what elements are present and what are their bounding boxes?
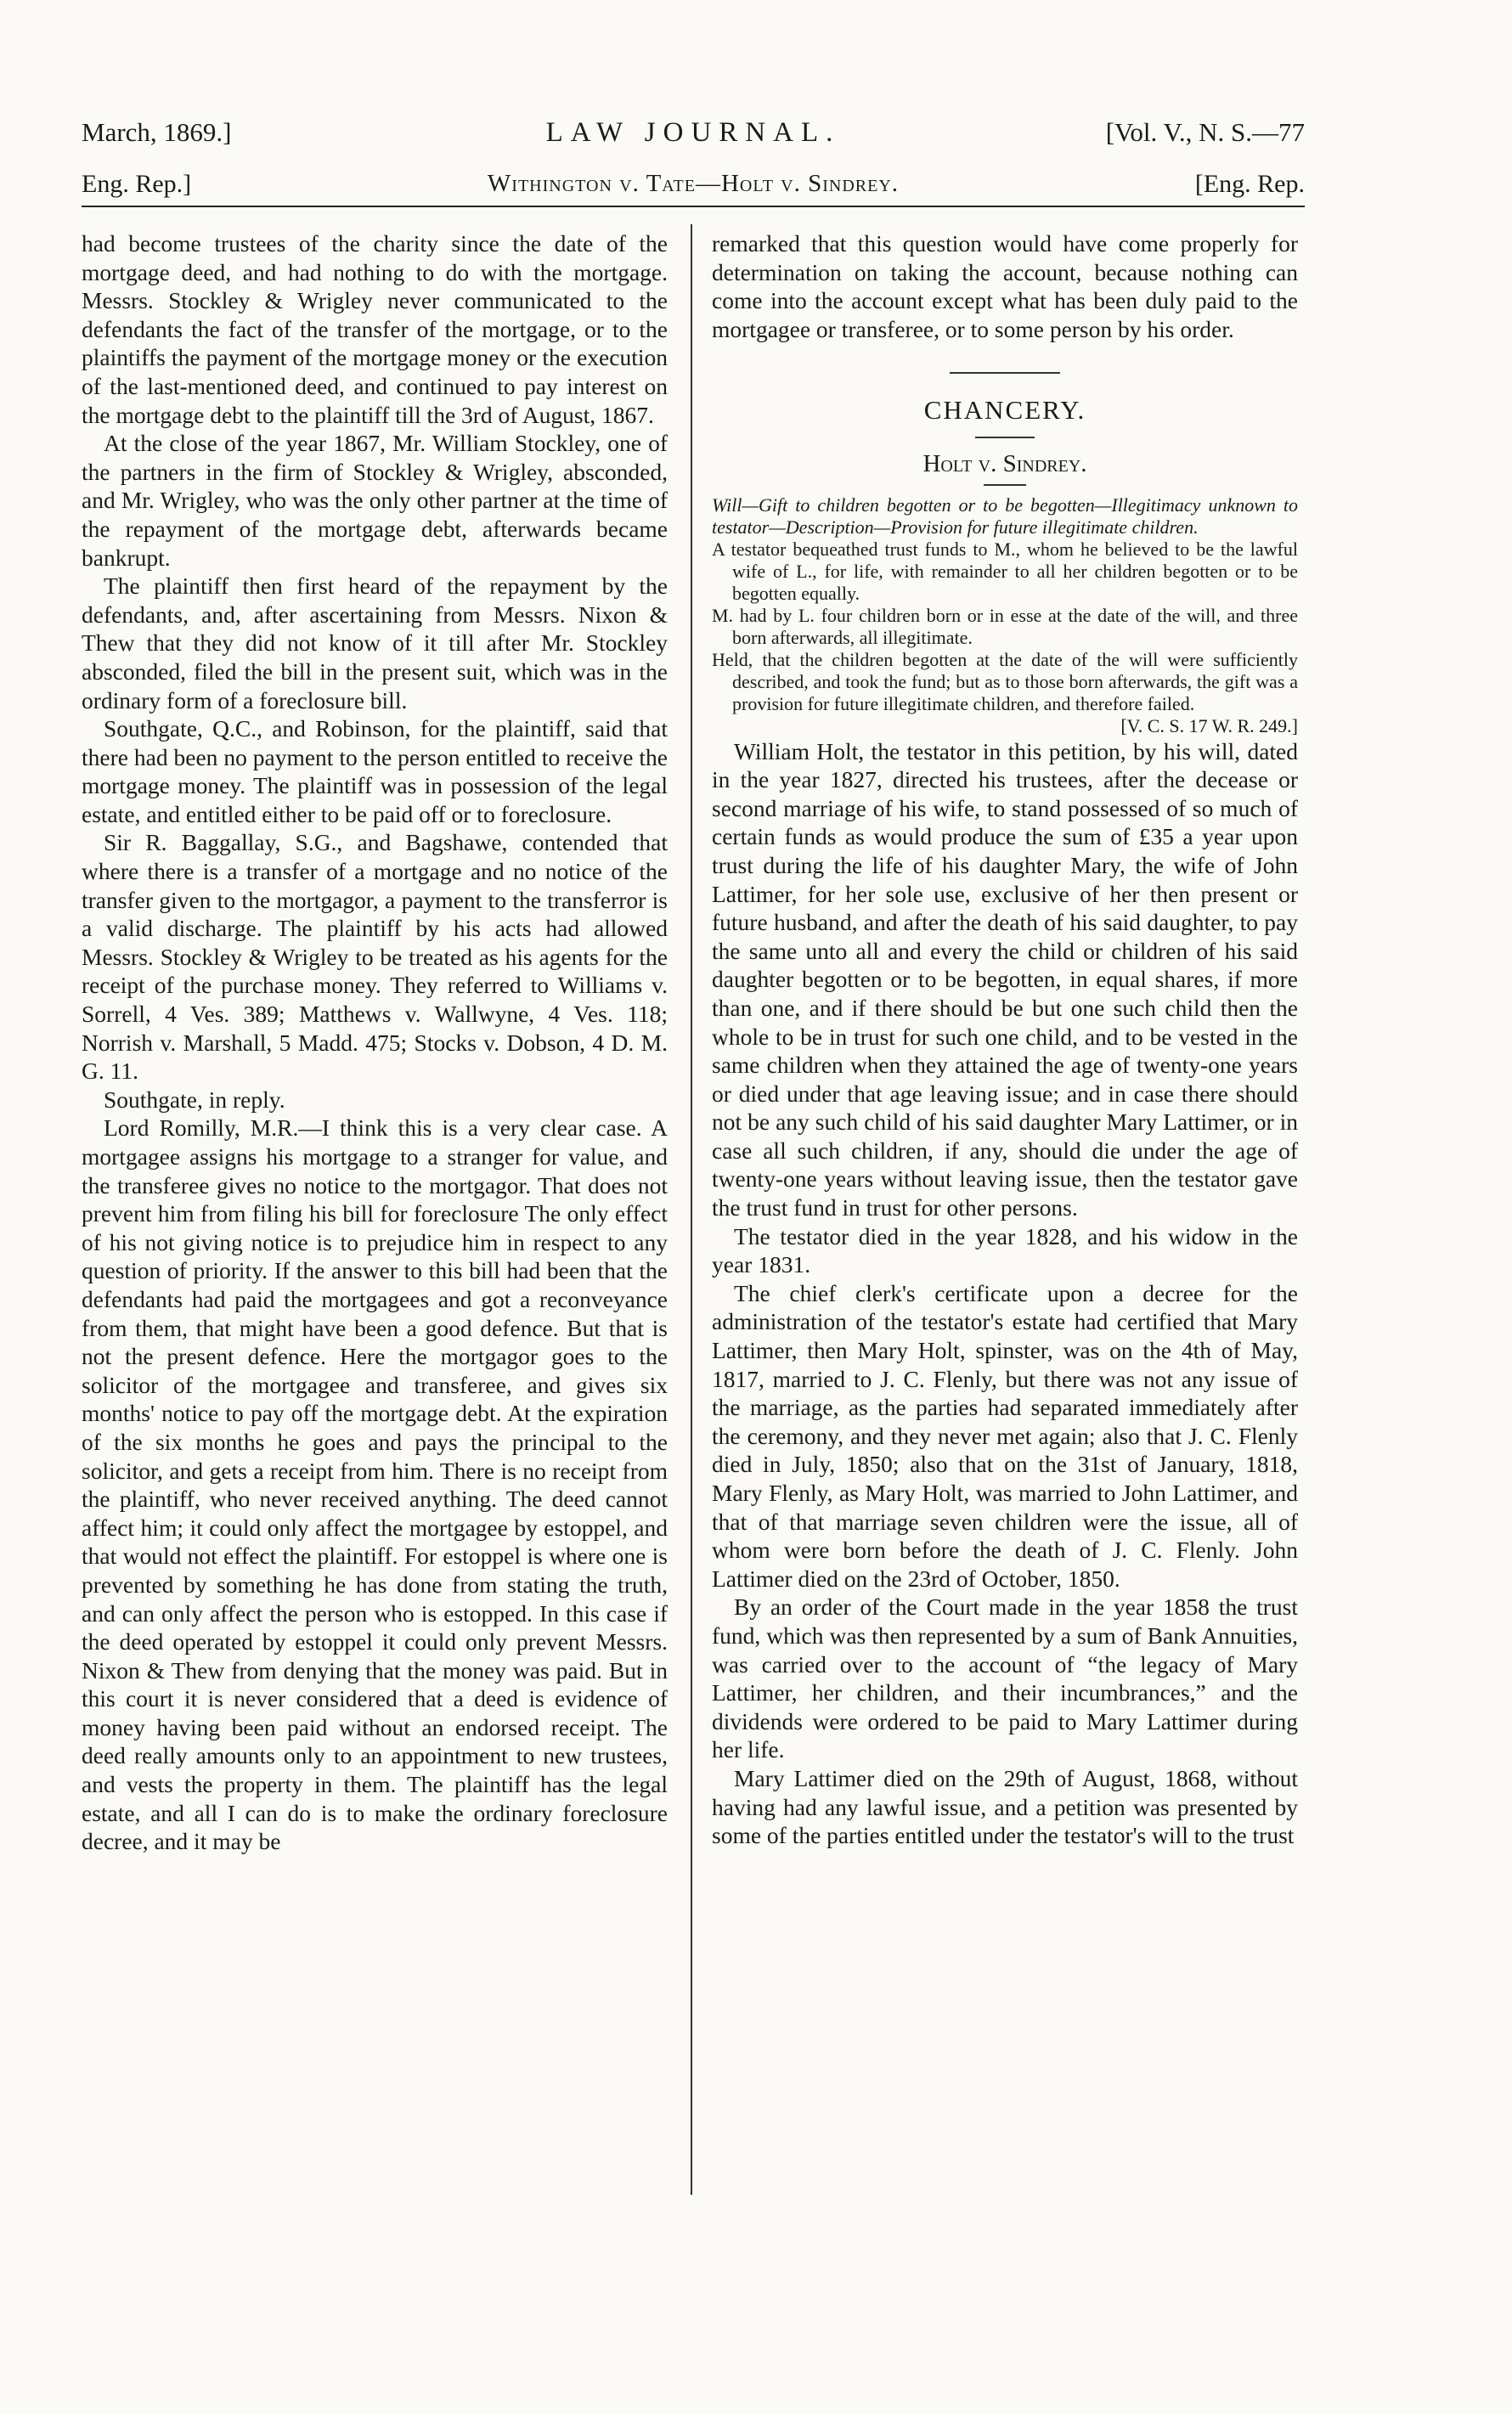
section-heading: CHANCERY.	[923, 395, 1086, 426]
section-rule	[950, 372, 1060, 374]
case-rule	[984, 484, 1026, 486]
paragraph: At the close of the year 1867, Mr. William Stockley, one of the partners in the firm of Stockley & Wrigley, absconded, and Mr. Wrigley, who was the only other partner at the time of the repayment of the mortgage debt, afterwards became bankrupt.	[82, 430, 668, 571]
left-column	[82, 229, 668, 1856]
volume-page: [Vol. V., N. S.—77	[1105, 117, 1305, 147]
headnote: Will—Gift to children begotten or to be begotten—Illegitimacy unknown to testator—Description—Provision for future illegitimate children.	[712, 494, 1298, 538]
journal-title: LAW JOURNAL.	[545, 117, 841, 148]
right-column	[712, 229, 1298, 1850]
issue-date: March, 1869.]	[82, 117, 232, 147]
paragraph: William Holt, the testator in this petition, by his will, dated in the year 1827, directed his trustees, after the decease or second marriage of his wife, to stand possessed of so much of certain funds as would produce the sum of £35 a year upon trust during the life of his daughter Mary, the wife of John Lattimer, for her sole use, exclusive of her then present or future husband, and after the death of his said daughter, to pay the same unto all and every the child or children of his said daughter begotten or to be begotten, in equal shares, if more than one, and if there should be but one such child then the whole to be in trust for such one child, and to be vested in the same children when they attained the age of twenty-one years or died under that age leaving issue; and in case there should not be any such child of his said daughter Mary Lattimer, or in case all such children, if any, should die under the age of twenty-one years without leaving issue, then the testator gave the trust fund in trust for other persons.	[712, 737, 1298, 1221]
judgment-paragraph: Lord Romilly, M.R.—I think this is a very clear case. A mortgagee assigns his mortgage to a stranger for value, and the transferee gives no notice to the mortgagor. That does not prevent him from filing his bill for foreclosure The only effect of his not giving notice is to prejudice him in respect to any question of priority. If the answer to this bill had been that the defendants had paid the mortgagees and got a reconveyance from them, that might have been a good defence. But that is not the present defence. Here the mortgagor goes to the solicitor of the mortgagee and transferee, and gives six months' notice to pay off the mortgage debt. At the expiration of the six months he goes and pays the principal to the solicitor, and gets a receipt from him. There is no receipt from the plaintiff, who never received anything. The deed cannot affect him; it could only affect the mortgagee by estoppel, and that would not effect the plaintiff. For estoppel is where one is prevented by something he has done from stating the truth, and can only affect the person who is estopped. In this case if the deed operated by estoppel it could only prevent Messrs. Nixon & Thew from denying that the money was paid. But in this court it is never considered that a deed is evidence of money having been paid without an endorsed receipt. The deed really amounts only to an appointment to new trustees, and vests the property in them. The plaintiff has the legal estate, and all I can do is to make the ordinary foreclosure decree, and it may be	[82, 1114, 668, 1855]
paragraph: Southgate, Q.C., and Robinson, for the plaintiff, said that there had been no payment to the person entitled to receive the mortgage money. The plaintiff was in possession of the legal estate, and entitled either to be paid off or to foreclosure.	[82, 715, 668, 827]
heading-rule	[975, 437, 1035, 438]
paragraph: remarked that this question would have come properly for determination on taking the account, because nothing can come into the account except what has been duly paid to the mortgagee or transferee, or to some person by his order.	[712, 230, 1298, 342]
report-tag-left: Eng. Rep.]	[82, 170, 192, 198]
paragraph: The testator died in the year 1828, and his widow in the year 1831.	[712, 1222, 1298, 1278]
paragraph: The chief clerk's certificate upon a decree for the administration of the testator's estate had certified that Mary Lattimer, then Mary Holt, spinster, was on the 4th of May, 1817, married to J. C. Flenly, but there was not any issue of the marriage, as the parties had separated immediately after the ceremony, and they never met again; also that J. C. Flenly died in July, 1850; also that on the 31st of January, 1818, Mary Flenly, as Mary Holt, was married to John Lattimer, and that of that marriage seven children were the issue, all of whom were born before the death of J. C. Flenly. John Lattimer died on the 23rd of October, 1850.	[712, 1279, 1298, 1592]
section-header	[82, 170, 1305, 207]
paragraph: By an order of the Court made in the year 1858 the trust fund, which was then represented by a sum of Bank Annuities, was carried over to the account of “the legacy of Mary Lattimer, her children, and their incumbrances,” and the dividends were ordered to be paid to Mary Lattimer during her life.	[712, 1593, 1298, 1763]
paragraph: Mary Lattimer died on the 29th of August, 1868, without having had any lawful issue, and a petition was presented by some of the parties entitled under the testator's will to the trust	[712, 1764, 1298, 1849]
case-citation: [V. C. S. 17 W. R. 249.]	[1120, 714, 1298, 736]
report-tag-right: [Eng. Rep.	[1194, 170, 1305, 198]
paragraph: The plaintiff then first heard of the repayment by the defendants, and, after ascertaining from Messrs. Nixon & Thew that they did not know of it till after Mr. Stockley absconded, filed the bill in the present suit, which was in the ordinary form of a foreclosure bill.	[82, 572, 668, 713]
paragraph: had become trustees of the charity since the date of the mortgage deed, and had nothing to do with the mortgage. Messrs. Stockley & Wrigley never communicated to the defendants the fact of the transfer of the mortgage, or to the plaintiffs the payment of the mortgage money or the execution of the last-mentioned deed, and continued to pay interest on the mortgage debt to the plaintiff till the 3rd of August, 1867.	[82, 230, 668, 428]
paragraph: Southgate, in reply.	[104, 1086, 285, 1113]
case-note: M. had by L. four children born or in esse at the date of the will, and three born afterwards, all illegitimate.	[712, 604, 1298, 648]
case-note: Held, that the children begotten at the date of the will were sufficiently described, and took the fund; but as to those born afterwards, the gift was a provision for future illegitimate children, and therefore failed.	[712, 648, 1298, 714]
case-title: Holt v. Sindrey.	[922, 449, 1087, 477]
running-header	[82, 117, 1305, 151]
case-note: A testator bequeathed trust funds to M., whom he believed to be the lawful wife of L., for life, with remainder to all her children begotten or to be begotten equally.	[712, 538, 1298, 604]
paragraph: Sir R. Baggallay, S.G., and Bagshawe, contended that where there is a transfer of a mortgage and no notice of the transfer given to the mortgagor, a payment to the transferror is a valid discharge. The plaintiff by his acts had allowed Messrs. Stockley & Wrigley to be treated as his agents for the receipt of the purchase money. They referred to Williams v. Sorrell, 4 Ves. 389; Matthews v. Wallwyne, 4 Ves. 118; Norrish v. Marshall, 5 Madd. 475; Stocks v. Dobson, 4 D. M. G. 11.	[82, 829, 668, 1085]
case-titles: Withington v. Tate—Holt v. Sindrey.	[487, 170, 900, 197]
column-divider	[691, 224, 692, 2195]
